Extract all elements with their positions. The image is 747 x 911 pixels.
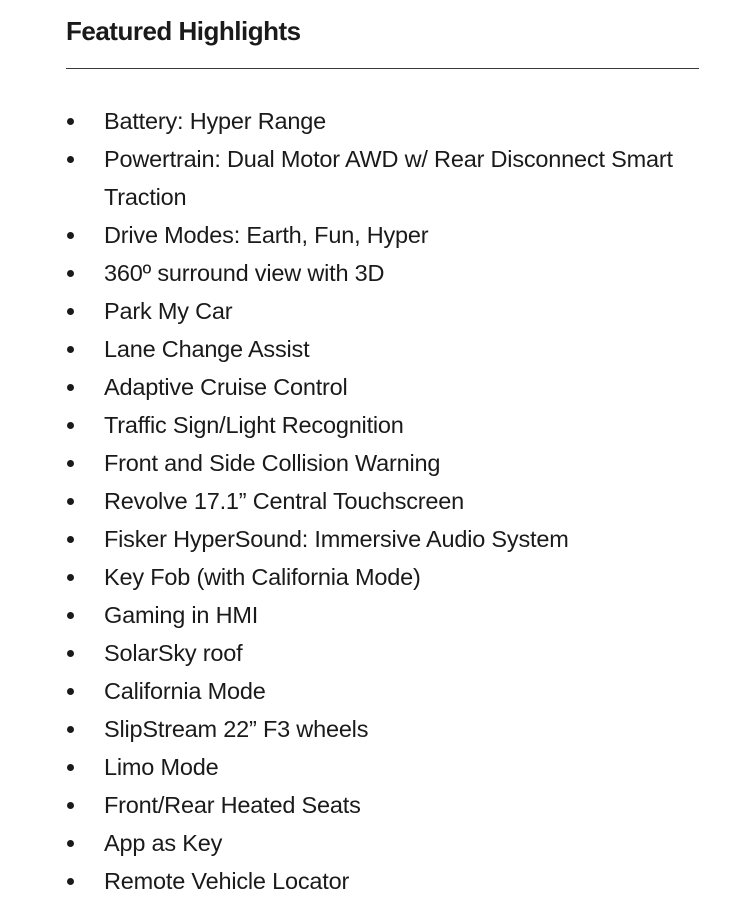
highlight-text: Fisker HyperSound: Immersive Audio System: [104, 526, 569, 552]
bullet-icon: [67, 270, 74, 277]
highlight-text: 360º surround view with 3D: [104, 260, 385, 286]
highlight-text: Gaming in HMI: [104, 602, 259, 628]
highlight-item: [66, 102, 747, 140]
bullet-icon: [67, 878, 74, 885]
highlight-item: [66, 292, 747, 330]
bullet-icon: [67, 384, 74, 391]
highlight-text: Revolve 17.1” Central Touchscreen: [104, 488, 465, 514]
bullet-icon: [67, 802, 74, 809]
highlight-text: Traffic Sign/Light Recognition: [104, 412, 404, 438]
bullet-icon: [67, 232, 74, 239]
highlight-item: [66, 672, 747, 710]
highlight-item: [66, 558, 747, 596]
highlight-text: California Mode: [104, 678, 266, 704]
bullet-icon: [67, 840, 74, 847]
highlight-text: Lane Change Assist: [104, 336, 310, 362]
highlight-item: [66, 330, 747, 368]
bullet-icon: [67, 308, 74, 315]
bullet-icon: [67, 498, 74, 505]
highlight-item: [66, 216, 747, 254]
highlight-item: [66, 862, 747, 900]
bullet-icon: [67, 156, 74, 163]
bullet-icon: [67, 536, 74, 543]
featured-highlights-section: [66, 0, 699, 894]
bullet-icon: [67, 346, 74, 353]
highlight-text: SolarSky roof: [104, 640, 243, 666]
bullet-icon: [67, 764, 74, 771]
highlight-text: Powertrain: Dual Motor AWD w/ Rear Disconnect Smart Traction: [104, 146, 673, 210]
heading-divider: [66, 68, 699, 69]
highlight-item: [66, 140, 747, 216]
highlight-item: [66, 368, 747, 406]
bullet-icon: [67, 422, 74, 429]
highlight-text: SlipStream 22” F3 wheels: [104, 716, 369, 742]
highlight-text: Drive Modes: Earth, Fun, Hyper: [104, 222, 429, 248]
highlight-item: [66, 710, 747, 748]
highlight-text: Park My Car: [104, 298, 233, 324]
bullet-icon: [67, 118, 74, 125]
bullet-icon: [67, 460, 74, 467]
highlight-item: [66, 634, 747, 672]
highlight-item: [66, 786, 747, 824]
bullet-icon: [67, 612, 74, 619]
highlight-text: Remote Vehicle Locator: [104, 868, 350, 894]
highlight-item: [66, 520, 747, 558]
highlight-item: [66, 444, 747, 482]
bullet-icon: [67, 688, 74, 695]
highlight-text: Front/Rear Heated Seats: [104, 792, 361, 818]
highlight-item: [66, 482, 747, 520]
highlight-text: Adaptive Cruise Control: [104, 374, 348, 400]
highlight-text: Battery: Hyper Range: [104, 108, 326, 134]
highlight-item: [66, 596, 747, 634]
highlight-item: [66, 406, 747, 444]
highlights-list: [66, 102, 747, 900]
bullet-icon: [67, 574, 74, 581]
highlight-item: [66, 254, 747, 292]
section-heading: Featured Highlights: [66, 16, 301, 46]
bullet-icon: [67, 650, 74, 657]
highlight-text: Limo Mode: [104, 754, 219, 780]
highlight-item: [66, 748, 747, 786]
highlight-text: Key Fob (with California Mode): [104, 564, 421, 590]
bullet-icon: [67, 726, 74, 733]
highlight-text: App as Key: [104, 830, 223, 856]
highlight-text: Front and Side Collision Warning: [104, 450, 441, 476]
highlight-item: [66, 824, 747, 862]
